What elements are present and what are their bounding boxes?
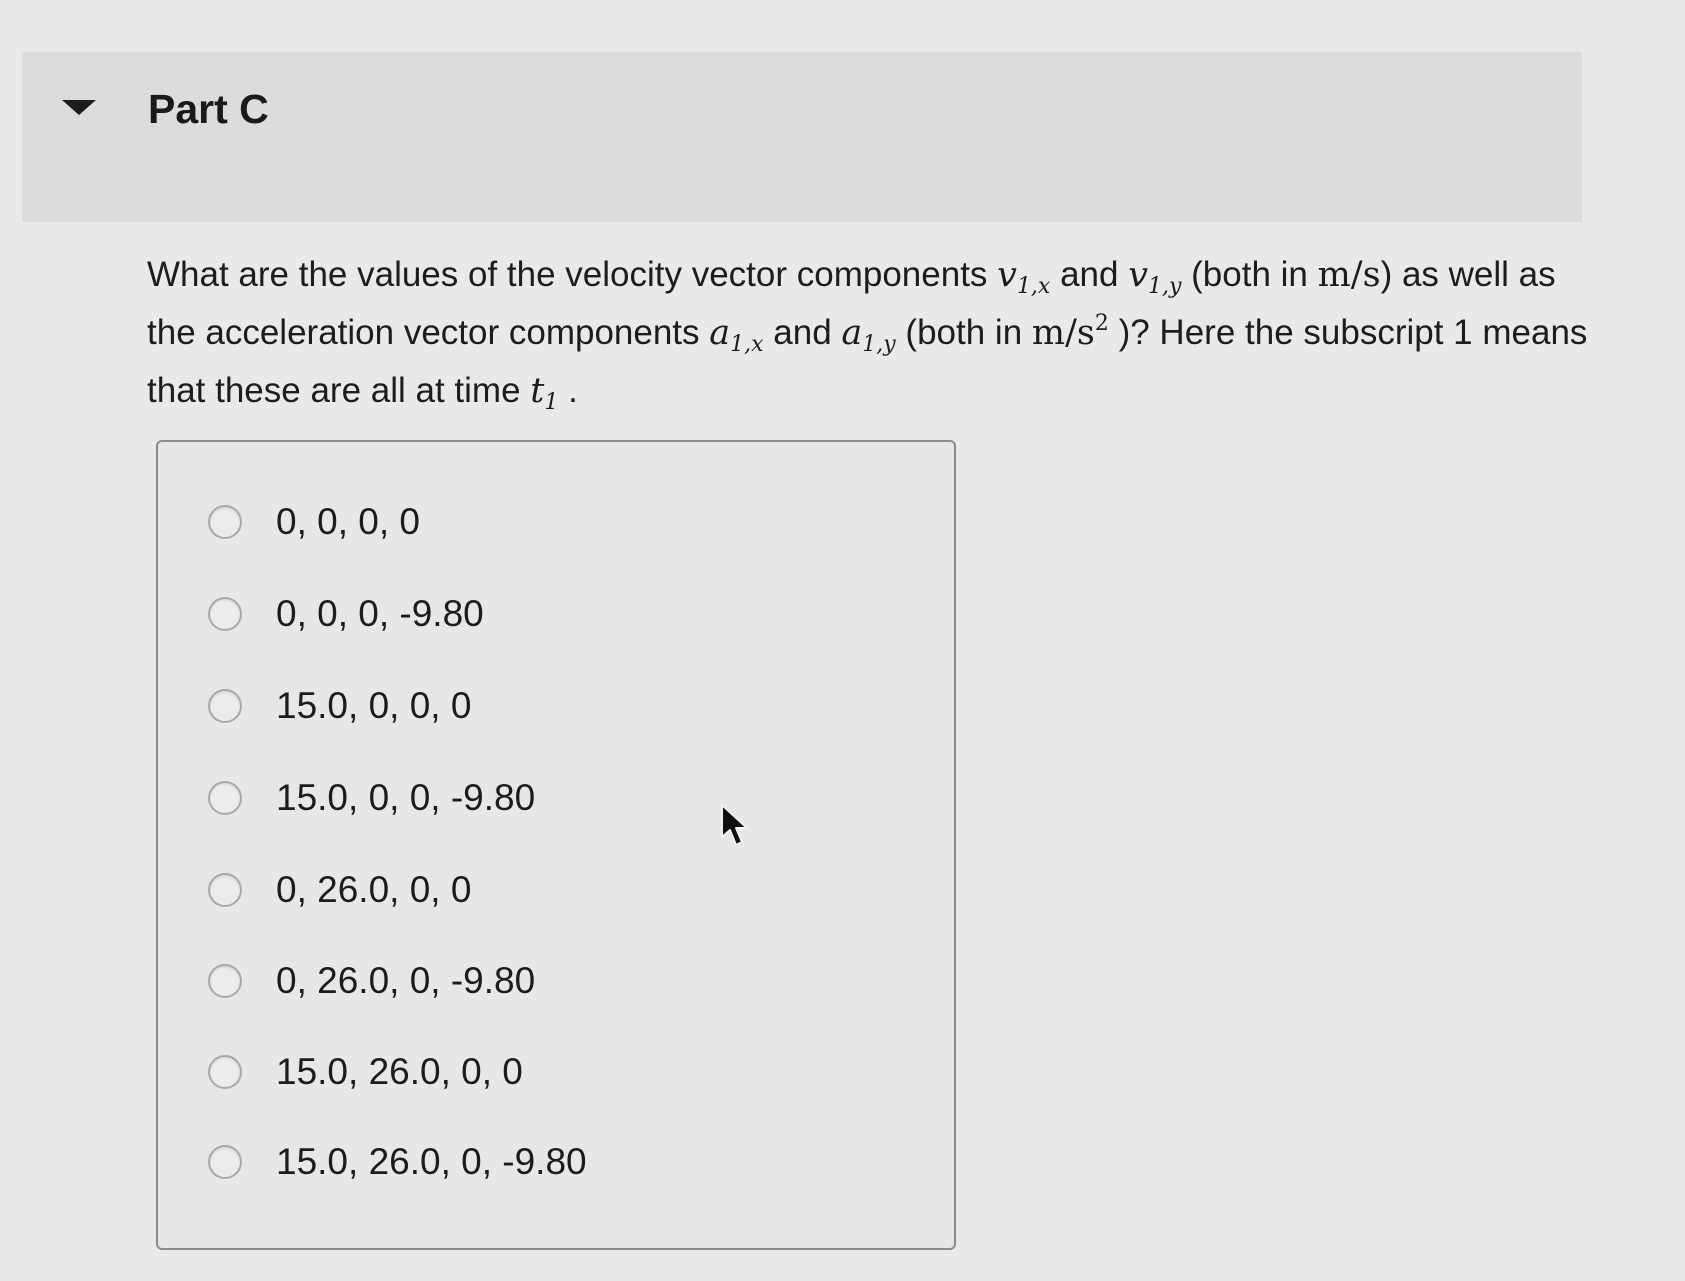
radio-button[interactable] <box>208 1055 242 1089</box>
velocity-unit: m/s <box>1317 255 1381 295</box>
option-label: 0, 0, 0, 0 <box>276 501 420 542</box>
a1x-symbol <box>709 313 764 357</box>
option-5[interactable] <box>208 865 471 915</box>
answer-options <box>156 440 956 1250</box>
option-7[interactable] <box>208 1047 523 1097</box>
acceleration-unit <box>1032 313 1109 353</box>
t1-base: t <box>530 371 545 411</box>
option-2[interactable] <box>208 589 484 639</box>
option-label: 0, 26.0, 0, -9.80 <box>276 960 536 1001</box>
a1y-symbol <box>841 313 896 357</box>
v1x-sub: 1,x <box>1016 274 1051 299</box>
t1-sub: 1 <box>544 390 559 415</box>
acceleration-unit-exp: 2 <box>1094 311 1109 336</box>
v1x-base: v <box>997 255 1017 295</box>
option-label: 0, 0, 0, -9.80 <box>276 593 484 634</box>
radio-button[interactable] <box>208 689 242 723</box>
question-text-2: and <box>1050 255 1129 294</box>
part-title: Part C <box>148 86 269 132</box>
question-text-4: ) as well as the acceleration vector components <box>147 255 1556 352</box>
question-text-5: and <box>763 313 842 352</box>
question-text-1: What are the values of the velocity vector components <box>147 255 998 294</box>
radio-button[interactable] <box>208 505 242 539</box>
option-6[interactable] <box>208 956 535 1006</box>
a1y-base: a <box>841 313 863 353</box>
question-text-8: . <box>558 371 578 410</box>
option-label: 15.0, 0, 0, 0 <box>276 685 472 726</box>
option-3[interactable] <box>208 681 471 731</box>
v1y-sub: 1,y <box>1147 274 1182 299</box>
radio-button[interactable] <box>208 1145 242 1179</box>
question-text-6: (both in <box>895 313 1032 352</box>
a1x-base: a <box>709 313 731 353</box>
option-1[interactable] <box>208 497 420 547</box>
t1-symbol <box>530 371 559 415</box>
a1y-sub: 1,y <box>862 332 896 357</box>
mouse-pointer-icon <box>720 803 754 851</box>
part-header[interactable] <box>22 52 1582 222</box>
caret-down-icon[interactable] <box>62 100 96 115</box>
v1y-base: v <box>1128 255 1148 295</box>
option-4[interactable] <box>208 773 535 823</box>
option-8[interactable] <box>208 1137 587 1187</box>
a1x-sub: 1,x <box>730 332 764 357</box>
radio-button[interactable] <box>208 873 242 907</box>
radio-button[interactable] <box>208 781 242 815</box>
question-text-7: )? Here the subscript 1 means that these are all at time <box>147 313 1588 410</box>
v1y-symbol <box>1128 255 1182 299</box>
option-label: 0, 26.0, 0, 0 <box>276 869 472 910</box>
v1x-symbol <box>997 255 1051 299</box>
radio-button[interactable] <box>208 964 242 998</box>
option-label: 15.0, 0, 0, -9.80 <box>276 777 536 818</box>
radio-button[interactable] <box>208 597 242 631</box>
question-text-3: (both in <box>1181 255 1318 294</box>
question-text <box>147 246 1597 420</box>
option-label: 15.0, 26.0, 0, -9.80 <box>276 1141 587 1182</box>
option-label: 15.0, 26.0, 0, 0 <box>276 1051 523 1092</box>
acceleration-unit-base: m/s <box>1031 313 1095 353</box>
